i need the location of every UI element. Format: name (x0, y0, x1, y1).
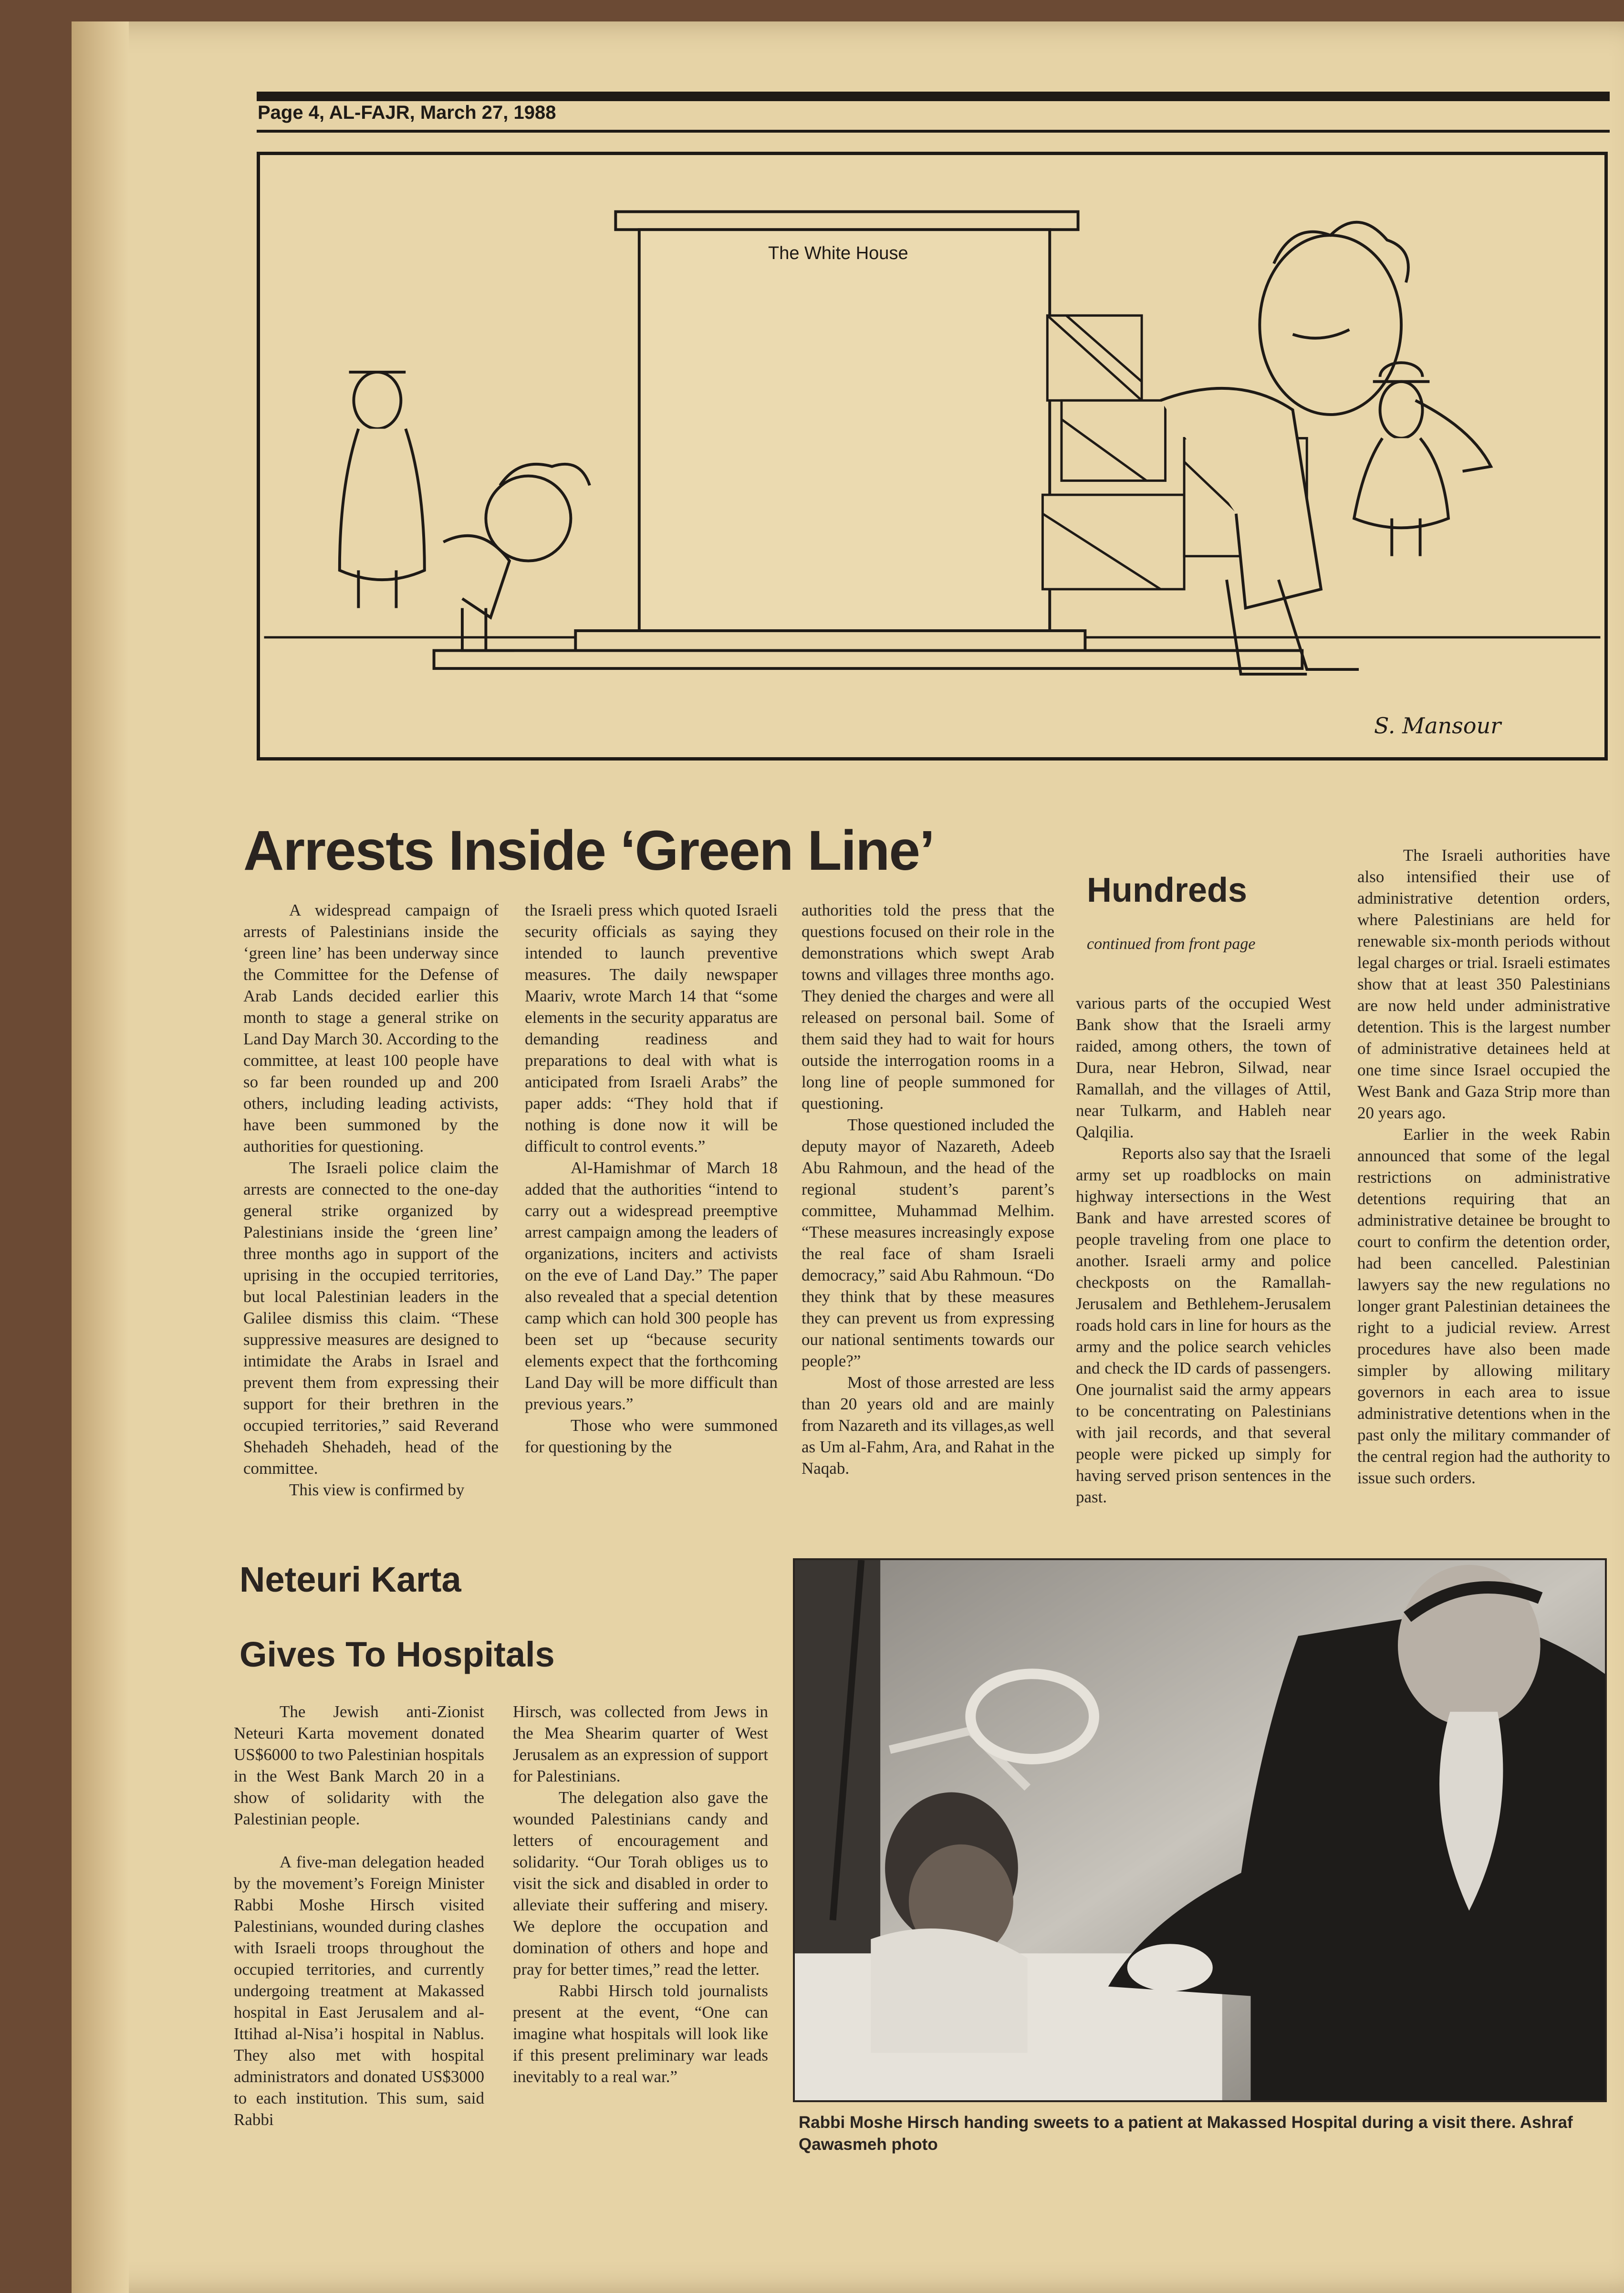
page-gutter (72, 21, 129, 2293)
header-rule (257, 92, 1610, 101)
cartoon-drawing (260, 155, 1604, 757)
hundreds-headline: Hundreds (1087, 871, 1248, 909)
neteuri-headline-line-1: Neteuri Karta (239, 1560, 461, 1599)
arrests-column-3 (802, 899, 1054, 1479)
hundreds-column-2 (1357, 844, 1610, 1489)
editorial-cartoon (257, 152, 1608, 761)
photo-image (795, 1560, 1605, 2100)
paragraph: the Israeli press which quoted Israeli security officials as saying they intended to launch preventive measures. The daily newspaper Maariv, wrote March 14 that “some elements in the security apparatus are demanding readiness and preparations to deal with what is anticipated from Israeli Arabs” the paper adds: “They hold that if nothing is done now it will be difficult to control events.” (525, 901, 778, 1156)
page-folio: Page 4, AL-FAJR, March 27, 1988 (258, 102, 556, 123)
hundreds-column-1 (1076, 992, 1331, 1508)
paragraph: A widespread campaign of arrests of Palestinians inside the ‘green line’ has been underway since the Committee for the Defense of Arab Lands decided earlier this month to stage a general strike on Land Day March 30. According to the committee, at least 100 people have so far been rounded up and 200 others, including leading activists, have been summoned by the authorities for questioning. (243, 901, 499, 1156)
paragraph: Hirsch, was collected from Jews in the Mea Shearim quarter of West Jerusalem as an expression of support for Palestinians. (513, 1702, 768, 1785)
paragraph: Most of those arrested are less than 20 years old and are mainly from Nazareth and its villages,as well as Um al-Fahm, Ara, and Rahat in the Naqab. (802, 1373, 1054, 1478)
paragraph: The delegation also gave the wounded Palestinians candy and letters of encouragement and solidarity. “Our Torah obliges us to visit the sick and disabled in order to alleviate their suffering and misery. We deplore the occupation and domination of others and hope and pray for better times,” read the letter. (513, 1788, 768, 1979)
paragraph: This view is confirmed by (289, 1480, 465, 1499)
paragraph: The Jewish anti-Zionist Neteuri Karta movement donated US$6000 to two Palestinian hospitals in the West Bank March 20 in a show of solidarity with the Palestinian people. (234, 1702, 484, 1828)
neteuri-column-2 (513, 1701, 768, 2087)
paragraph: The Israeli police claim the arrests are connected to the one-day general strike organized by Palestinians inside the ‘green line’ three months ago in support of the uprising in the occupied territories, but local Palestinian leaders in the Galilee dismiss this claim. “These suppressive measures are designed to intimidate the Arabs in Israel and prevent them from expressing their support for their brethren in the occupied territories,” said Reverand Shehadeh Shehadeh, head of the committee. (243, 1158, 499, 1478)
hospital-photo (793, 1558, 1607, 2102)
paragraph: authorities told the press that the questions focused on their role in the demonstrations which swept Arab towns and villages three months ago. They denied the charges and were all released on personal bail. Some of them said they had to wait for hours outside the interrogation rooms in a long line of people summoned for questioning. (802, 901, 1054, 1113)
paragraph: Those questioned included the deputy mayor of Nazareth, Adeeb Abu Rahmoun, and the head of the regional student’s parent’s committee, Muhammad Melhim. “These measures increasingly expose the real face of sham Israeli democracy,” said Abu Rahmoun. “Do they think that by these measures they can prevent us from expressing our national sentiments towards our people?” (802, 1115, 1054, 1370)
arrests-column-1 (243, 899, 499, 1501)
arrests-column-2 (525, 899, 778, 1458)
paragraph: Rabbi Hirsch told journalists present at the event, “One can imagine what hospitals will look like if this present preliminary war leads inevitably to a real war.” (513, 1981, 768, 2086)
arrests-headline: Arrests Inside ‘Green Line’ (243, 819, 934, 882)
paragraph: The Israeli authorities have also intensified their use of administrative detention orders, where Palestinians are held for renewable six-month periods without legal charges or trial. Israeli estimates show that at least 350 Palestinians are now held under administrative detention. This is the largest number of administrative detainees held at one time since Israel occupied the West Bank and Gaza Strip more than 20 years ago. (1357, 846, 1610, 1122)
paragraph: various parts of the occupied West Bank show that the Israeli army raided, among others, the town of Dura, near Hebron, Silwad, near Ramallah, and the villages of Attil, near Tulkarm, and Hableh near Qalqilia. (1076, 994, 1331, 1141)
paragraph: A five-man delegation headed by the movement’s Foreign Minister Rabbi Moshe Hirsch visited Palestinians, wounded during clashes with Israeli troops throughout the occupied territories, and currently undergoing treatment at Makassed hospital in East Jerusalem and al-Ittihad al-Nisa’i hospital in Nablus. They also met with hospital administrators and donated US$3000 to each institution. This sum, said Rabbi (234, 1853, 484, 2129)
cartoon-building-label: The White House (768, 243, 908, 263)
cartoonist-signature: S. Mansour (1374, 713, 1501, 739)
paragraph: Reports also say that the Israeli army set up roadblocks on main highway intersections in the West Bank and have arrested scores of people traveling from one place to another. Israeli army and police checkposts on the Ramallah-Jerusalem and Bethlehem-Jerusalem roads hold cars in line for hours as the army and the police search vehicles and check the ID cards of passengers. One journalist said the army appears to be concentrating on Palestinians with jail records, and that several people were picked up simply for having served prison sentences in the past. (1076, 1144, 1331, 1506)
continued-note: continued from front page (1087, 935, 1256, 953)
paragraph: Al-Hamishmar of March 18 added that the authorities “intend to carry out a widespread preemptive arrest campaign among the leaders of organizations, inciters and activists on the eve of Land Day.” The paper also revealed that a special detention camp which can hold 300 people has been set up “because security elements expect that the forthcoming Land Day will be more difficult than previous years.” (525, 1158, 778, 1413)
paragraph: Those who were summoned for questioning by the (525, 1416, 778, 1456)
paragraph: Earlier in the week Rabin announced that some of the legal restrictions on administrative detentions requiring that an administrative detainee be brought to court to confirm the detention order, had been cancelled. Palestinian lawyers say the new regulations no longer grant Palestinian detainees the right to a judicial review. Arrest procedures have also been made simpler by allowing military governors in each area to issue administrative detentions when in the past only the military commander of the central region had the authority to issue such orders. (1357, 1125, 1610, 1487)
neteuri-headline-line-2: Gives To Hospitals (239, 1635, 555, 1674)
header-rule-thin (257, 130, 1610, 133)
photo-caption: Rabbi Moshe Hirsch handing sweets to a patient at Makassed Hospital during a visit there. Ashraf Qawasmeh photo (799, 2113, 1573, 2154)
neteuri-column-1 (234, 1701, 484, 2130)
